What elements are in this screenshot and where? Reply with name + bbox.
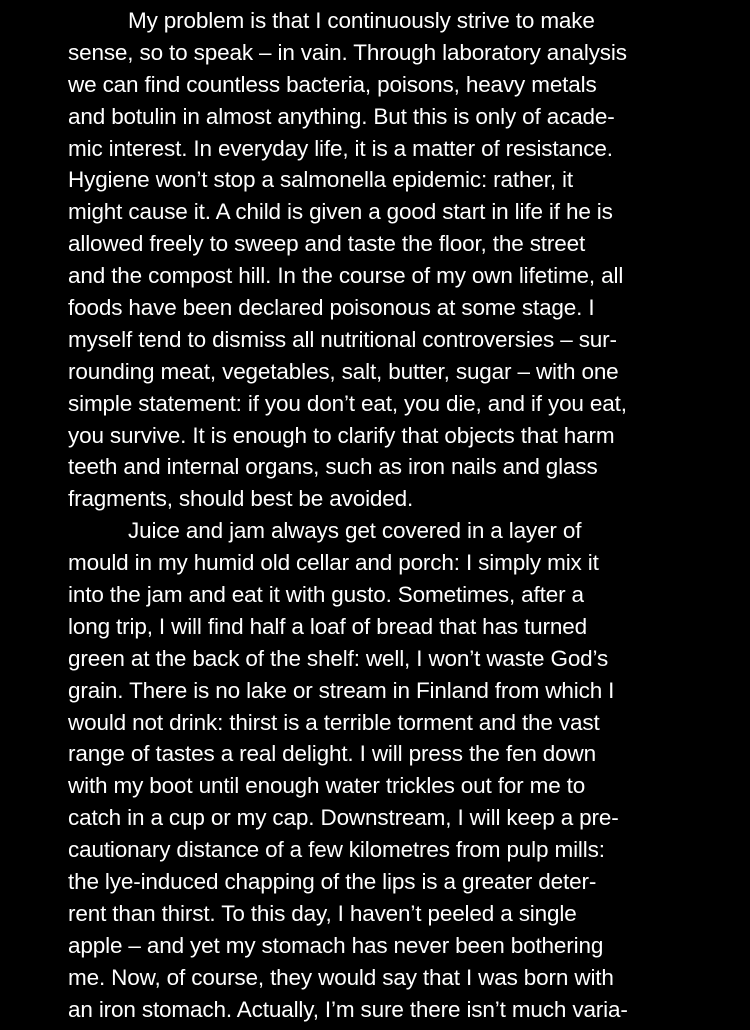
paragraph-2-line-5: green at the back of the shelf: well, I won’t waste God’s xyxy=(68,645,609,671)
paragraph-1-line-13: simple statement: if you don’t eat, you die, and if you eat, xyxy=(68,390,627,416)
paragraph-2-line-9: with my boot until enough water trickles out for me to xyxy=(68,773,586,799)
paragraph-1-line-15: teeth and internal organs, such as iron nails and glass xyxy=(68,454,598,480)
paragraph-2-line-2: mould in my humid old cellar and porch: I simply mix it xyxy=(68,550,599,576)
paragraph-2-line-14: apple – and yet my stomach has never been bothering xyxy=(68,932,604,958)
paragraph-2-line-1: Juice and jam always get covered in a layer of xyxy=(128,518,582,544)
paragraph-2-line-12: the lye-induced chapping of the lips is a greater deter- xyxy=(68,869,597,895)
body-text xyxy=(68,5,688,1026)
paragraph-1-line-14: you survive. It is enough to clarify that objects that harm xyxy=(68,422,615,448)
paragraph-2-line-6: grain. There is no lake or stream in Finland from which I xyxy=(68,677,615,703)
paragraph-2-line-15: me. Now, of course, they would say that I was born with xyxy=(68,964,614,990)
paragraph-1-line-6: Hygiene won’t stop a salmonella epidemic: rather, it xyxy=(68,167,573,193)
paragraph-2-line-8: range of tastes a real delight. I will press the fen down xyxy=(68,741,597,767)
paragraph-2-line-4: long trip, I will find half a loaf of bread that has turned xyxy=(68,613,587,639)
paragraph-2-line-10: catch in a cup or my cap. Downstream, I will keep a pre- xyxy=(68,805,619,831)
paragraph-1-line-16: fragments, should best be avoided. xyxy=(68,486,414,512)
paragraph-2-line-7: would not drink: thirst is a terrible torment and the vast xyxy=(68,709,600,735)
paragraph-1-line-12: rounding meat, vegetables, salt, butter, sugar – with one xyxy=(68,358,619,384)
paragraph-2-line-11: cautionary distance of a few kilometres from pulp mills: xyxy=(68,837,605,863)
paragraph-1-line-4: and botulin in almost anything. But this is only of acade- xyxy=(68,103,615,129)
paragraph-1-line-7: might cause it. A child is given a good start in life if he is xyxy=(68,199,613,225)
paragraph-2-line-16: an iron stomach. Actually, I’m sure there isn’t much varia- xyxy=(68,996,628,1022)
paragraph-1-line-3: we can find countless bacteria, poisons, heavy metals xyxy=(68,71,597,97)
paragraph-1-line-9: and the compost hill. In the course of my own lifetime, all xyxy=(68,263,624,289)
paragraph-2-line-13: rent than thirst. To this day, I haven’t peeled a single xyxy=(68,900,577,926)
paragraph-1-line-8: allowed freely to sweep and taste the floor, the street xyxy=(68,231,586,257)
paragraph-1-line-10: foods have been declared poisonous at some stage. I xyxy=(68,295,595,321)
paragraph-1-line-2: sense, so to speak – in vain. Through laboratory analysis xyxy=(68,39,627,65)
paragraph-2-line-3: into the jam and eat it with gusto. Sometimes, after a xyxy=(68,582,584,608)
paragraph-1-line-5: mic interest. In everyday life, it is a matter of resistance. xyxy=(68,135,613,161)
paragraph-1-line-11: myself tend to dismiss all nutritional controversies – sur- xyxy=(68,326,617,352)
paragraph-1-line-1: My problem is that I continuously strive to make xyxy=(128,8,595,33)
